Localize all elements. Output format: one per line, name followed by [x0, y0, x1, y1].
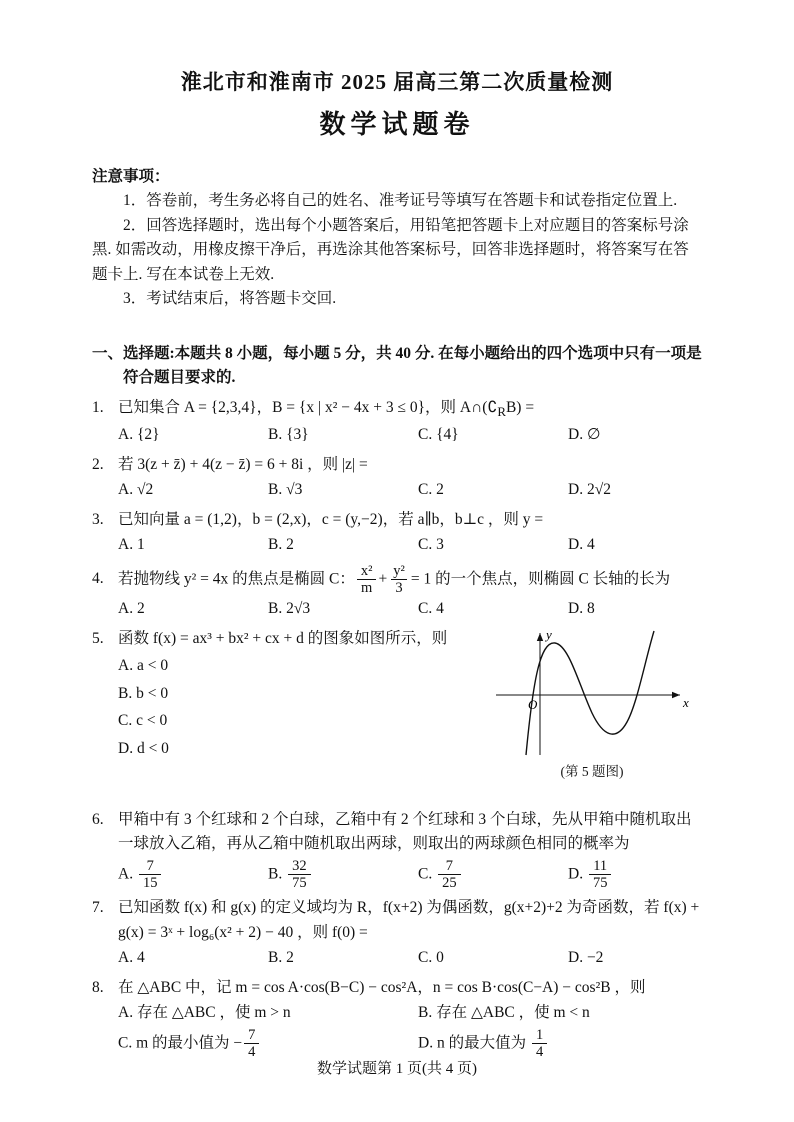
question-7-options — [92, 946, 702, 970]
option-a: A. 2 — [118, 600, 145, 618]
option-c: C. {4} — [418, 426, 459, 444]
exam-title: 淮北市和淮南市 2025 届高三第二次质量检测 — [180, 70, 614, 94]
stem-text: 甲箱中有 3 个红球和 2 个白球，乙箱中有 2 个红球和 3 个白球，先从甲箱中随机取出一球放入乙箱，再从乙箱中随机取出两球，则取出的两球颜色相同的概率为 — [118, 810, 692, 853]
option-d: D. −2 — [568, 949, 604, 967]
fraction — [438, 858, 461, 891]
axis-label-x: x — [683, 694, 689, 710]
option-c: C. 2 — [418, 481, 444, 499]
question-3-stem — [92, 508, 702, 532]
page-footer: 数学试题第 1 页(共 4 页) — [317, 1061, 477, 1077]
option-b — [268, 858, 418, 891]
option-text: C. m 的最小值为 − — [118, 1033, 243, 1051]
figure-caption: (第 5 题图) — [560, 763, 624, 779]
option-b: B. √3 — [268, 481, 303, 499]
fraction-denominator: 4 — [244, 1043, 259, 1060]
option-c — [418, 858, 568, 891]
option-d: D. ∅ — [568, 426, 601, 444]
fraction — [288, 858, 311, 891]
option-c: C. 0 — [418, 949, 444, 967]
cubic-function-graph — [488, 623, 696, 759]
option-d: D. d < 0 — [118, 739, 169, 757]
option-d — [568, 858, 613, 891]
question-2-options — [92, 478, 702, 502]
fraction-numerator: x² — [360, 562, 373, 579]
fraction-denominator: 4 — [532, 1043, 547, 1060]
option-a: A. {2} — [118, 426, 160, 444]
question-3-options — [92, 533, 702, 557]
stem-text: 在 △ABC 中，记 m = cos A·cos(B−C) − cos²A，n = cos B·cos(C−A) − cos²B ，则 — [118, 978, 646, 996]
question-8 — [92, 976, 702, 1060]
fraction — [589, 858, 612, 891]
option-b: B. 2 — [268, 949, 294, 967]
question-6-options — [92, 858, 702, 891]
section-heading: 一、选择题:本题共 8 小题，每小题 5 分，共 40 分. 在每小题给出的四个选项中只有一项是符合题目要求的. — [92, 344, 702, 387]
question-3 — [92, 508, 702, 558]
stem-text: 函数 f(x) = ax³ + bx² + cx + d 的图象如图所示，则 — [118, 629, 448, 647]
question-4-stem — [92, 563, 702, 596]
question-5 — [92, 627, 702, 803]
option-a: A. 存在 △ABC ，使 m > n — [118, 1004, 291, 1022]
stem-text: 若抛物线 y² = 4x 的焦点是椭圆 C： — [118, 570, 355, 588]
stem-text: 已知函数 f(x) 和 g(x) 的定义域均为 R，f(x+2) 为偶函数，g(x+2)+2 为奇函数，若 f(x) + g(x) = 3ˣ + log₆(x² + 2) − 40 ，则 f(0) = — [118, 899, 700, 941]
fraction-numerator: 32 — [292, 857, 307, 874]
option-d: D. 2√2 — [568, 481, 611, 499]
option-b: B. 存在 △ABC ，使 m < n — [418, 1004, 590, 1022]
fraction — [357, 563, 377, 596]
question-2 — [92, 453, 702, 503]
option-a: A. 1 — [118, 536, 145, 554]
question-4 — [92, 563, 702, 622]
question-7 — [92, 896, 702, 970]
option-b: B. {3} — [268, 426, 309, 444]
option-label: D. — [568, 865, 584, 883]
stem-text: + — [378, 570, 388, 588]
question-number: 3. — [92, 510, 104, 528]
fraction-numerator: 7 — [146, 857, 154, 874]
fraction-denominator: 75 — [288, 874, 311, 891]
notice-item-2: 2．回答选择题时，选出每个小题答案后，用铅笔把答题卡上对应题目的答案标号涂黑. 如需改动，用橡皮擦干净后，再选涂其他答案标号，回答非选择题时，将答案写在答题卡上. 写在本试卷上无效. — [92, 216, 689, 283]
question-1 — [92, 396, 702, 448]
stem-text: 已知集合 A = {2,3,4}，B = {x | x² − 4x + 3 ≤ 0}，则 A∩(∁ — [118, 398, 498, 416]
stem-text: 若 3(z + z̄) + 4(z − z̄) = 6 + 8i ，则 |z| = — [118, 455, 368, 473]
origin-label: O — [528, 696, 538, 712]
notice-section — [92, 165, 702, 312]
option-b: B. 2√3 — [268, 600, 311, 618]
question-2-stem — [92, 453, 702, 477]
fraction-numerator: 7 — [445, 857, 453, 874]
option-c: C. c < 0 — [118, 712, 168, 730]
option-a: A. 4 — [118, 949, 145, 967]
fraction — [532, 1027, 547, 1060]
question-8-options-row-1 — [92, 1001, 702, 1025]
option-b: B. 2 — [268, 536, 294, 554]
option-b: B. b < 0 — [118, 684, 169, 702]
stem-text: 已知向量 a = (1,2)，b = (2,x)，c = (y,−2)，若 a∥b，b⊥c ，则 y = — [118, 510, 544, 528]
question-number: 1. — [92, 398, 104, 416]
question-number: 2. — [92, 455, 104, 473]
fraction-denominator: 25 — [438, 874, 461, 891]
notice-heading: 注意事项： — [92, 168, 170, 185]
fraction-denominator: 15 — [139, 874, 162, 891]
option-label: C. — [418, 865, 433, 883]
option-label: A. — [118, 865, 134, 883]
option-c: C. 3 — [418, 536, 444, 554]
option-c — [118, 1027, 418, 1060]
question-number: 7. — [92, 899, 104, 917]
option-label: B. — [268, 865, 283, 883]
question-5-figure — [488, 623, 696, 782]
option-a: A. a < 0 — [118, 657, 169, 675]
stem-text: B) = — [505, 398, 535, 416]
fraction — [139, 858, 162, 891]
question-number: 5. — [92, 629, 104, 647]
fraction-numerator: 1 — [535, 1026, 544, 1043]
question-6 — [92, 808, 702, 891]
option-a: A. √2 — [118, 481, 154, 499]
option-d: D. 4 — [568, 536, 595, 554]
question-7-stem — [92, 896, 702, 945]
question-1-stem — [92, 396, 702, 423]
question-8-stem — [92, 976, 702, 1000]
fraction — [244, 1027, 259, 1060]
fraction-numerator: 11 — [593, 857, 608, 874]
subscript: R — [497, 403, 506, 419]
axis-label-y: y — [546, 626, 552, 642]
fraction-numerator: 7 — [248, 1026, 256, 1043]
option-d: D. 8 — [568, 600, 595, 618]
option-c: C. 4 — [418, 600, 444, 618]
stem-text: = 1 的一个焦点，则椭圆 C 长轴的长为 — [410, 570, 671, 588]
option-text: D. n 的最大值为 — [418, 1033, 530, 1051]
option-a — [118, 858, 268, 891]
question-1-options — [92, 423, 702, 447]
fraction-numerator: y² — [393, 562, 405, 579]
fraction-denominator: m — [357, 579, 376, 596]
question-8-options-row-2 — [92, 1027, 702, 1060]
question-6-stem — [92, 808, 702, 857]
fraction-denominator: 3 — [391, 579, 406, 596]
fraction — [389, 563, 409, 596]
option-d — [418, 1027, 549, 1060]
notice-item-3: 3．考试结束后，将答题卡交回. — [123, 290, 337, 308]
question-number: 8. — [92, 978, 104, 996]
question-number: 6. — [92, 810, 104, 828]
fraction-denominator: 75 — [589, 874, 612, 891]
paper-title: 数学试题卷 — [319, 110, 475, 139]
question-number: 4. — [92, 570, 104, 588]
question-4-options — [92, 597, 702, 621]
notice-item-1: 1．答卷前，考生务必将自己的姓名、准考证号等填写在答题卡和试卷指定位置上. — [123, 192, 678, 210]
